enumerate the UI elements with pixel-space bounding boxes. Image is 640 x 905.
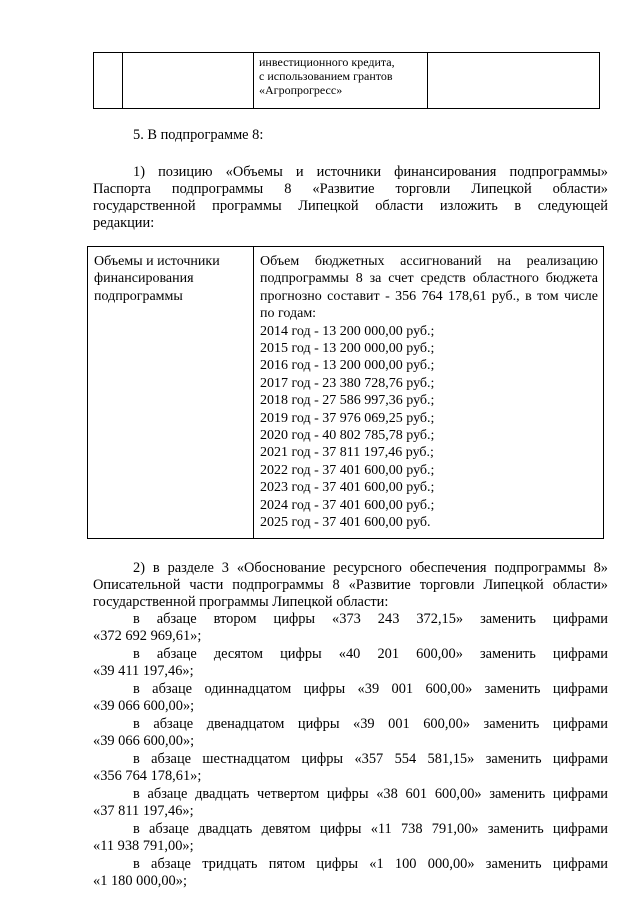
table-cell-empty [428, 53, 600, 109]
replacement-line: в абзаце втором цифры «373 243 372,15» заменить цифрами [133, 611, 608, 627]
year-amount: 2025 год - 37 401 600,00 руб. [260, 515, 431, 531]
year-amount: 2024 год - 37 401 600,00 руб.; [260, 497, 435, 513]
item1-line: Паспорта подпрограммы 8 «Развитие торговли Липецкой области» [93, 181, 608, 197]
cell-line: инвестиционного кредита, [259, 55, 395, 69]
replacement-value: «37 811 197,46»; [93, 803, 194, 819]
year-amount: 2017 год - 23 380 728,76 руб.; [260, 375, 435, 391]
budget-intro: Объем бюджетных ассигнований на реализацию подпрограммы 8 за счет средств областного бюджета прогнозно составит - 356 764 178,61 руб., в том числе по годам: [260, 254, 598, 322]
table-row [94, 53, 600, 109]
replacement-line: в абзаце одиннадцатом цифры «39 001 600,00» заменить цифрами [133, 681, 608, 697]
year-amount: 2016 год - 13 200 000,00 руб.; [260, 358, 435, 374]
cell-line: с использованием грантов [259, 69, 393, 83]
replacement-line: в абзаце шестнадцатом цифры «357 554 581,15» заменить цифрами [133, 751, 608, 767]
year-amount: 2021 год - 37 811 197,46 руб.; [260, 445, 434, 461]
section-heading: 5. В подпрограмме 8: [133, 127, 264, 143]
table-cell-description [254, 53, 428, 109]
replacement-line: в абзаце тридцать пятом цифры «1 100 000,00» заменить цифрами [133, 856, 608, 872]
year-amount: 2019 год - 37 976 069,25 руб.; [260, 410, 435, 426]
replacement-value: «39 066 600,00»; [93, 698, 195, 714]
label-line: подпрограммы [94, 288, 183, 304]
replacement-value: «372 692 969,61»; [93, 628, 202, 644]
replacement-value: «11 938 791,00»; [93, 838, 194, 854]
year-amount: 2022 год - 37 401 600,00 руб.; [260, 462, 435, 478]
replacement-line: в абзаце двадцать четвертом цифры «38 601 600,00» заменить цифрами [133, 786, 608, 802]
item2-line: 2) в разделе 3 «Обоснование ресурсного обеспечения подпрограммы 8» [133, 560, 608, 576]
passport-table [87, 246, 604, 539]
replacement-line: в абзаце двадцать девятом цифры «11 738 791,00» заменить цифрами [133, 821, 608, 837]
replacement-value: «1 180 000,00»; [93, 873, 187, 889]
year-amount: 2015 год - 13 200 000,00 руб.; [260, 341, 435, 357]
label-line: Объемы и источники [94, 254, 220, 269]
replacement-line: в абзаце двенадцатом цифры «39 001 600,00» заменить цифрами [133, 716, 608, 732]
year-amount: 2023 год - 37 401 600,00 руб.; [260, 480, 435, 496]
year-amount: 2020 год - 40 802 785,78 руб.; [260, 428, 435, 444]
label-line: финансирования [94, 271, 194, 287]
replacement-value: «39 066 600,00»; [93, 733, 195, 749]
passport-label-cell [88, 247, 254, 539]
replacement-value: «39 411 197,46»; [93, 663, 194, 679]
item1-line: государственной программы Липецкой области изложить в следующей [93, 198, 608, 214]
table-row [88, 247, 604, 539]
year-amount: 2018 год - 27 586 997,36 руб.; [260, 393, 435, 409]
cell-line: «Агропрогресс» [259, 83, 343, 97]
item2-line: государственной программы Липецкой области: [93, 594, 389, 610]
passport-value-cell [254, 247, 604, 539]
table-cell-number [94, 53, 123, 109]
table-cell-empty [123, 53, 254, 109]
item2-line: Описательной части подпрограммы 8 «Развитие торговли Липецкой области» [93, 577, 608, 593]
replacement-line: в абзаце десятом цифры «40 201 600,00» заменить цифрами [133, 646, 608, 662]
replacement-value: «356 764 178,61»; [93, 768, 202, 784]
year-amount: 2014 год - 13 200 000,00 руб.; [260, 323, 435, 339]
item1-line: 1) позицию «Объемы и источники финансирования подпрограммы» [133, 164, 608, 180]
item1-line: редакции: [93, 215, 155, 231]
top-table-fragment [93, 52, 600, 109]
